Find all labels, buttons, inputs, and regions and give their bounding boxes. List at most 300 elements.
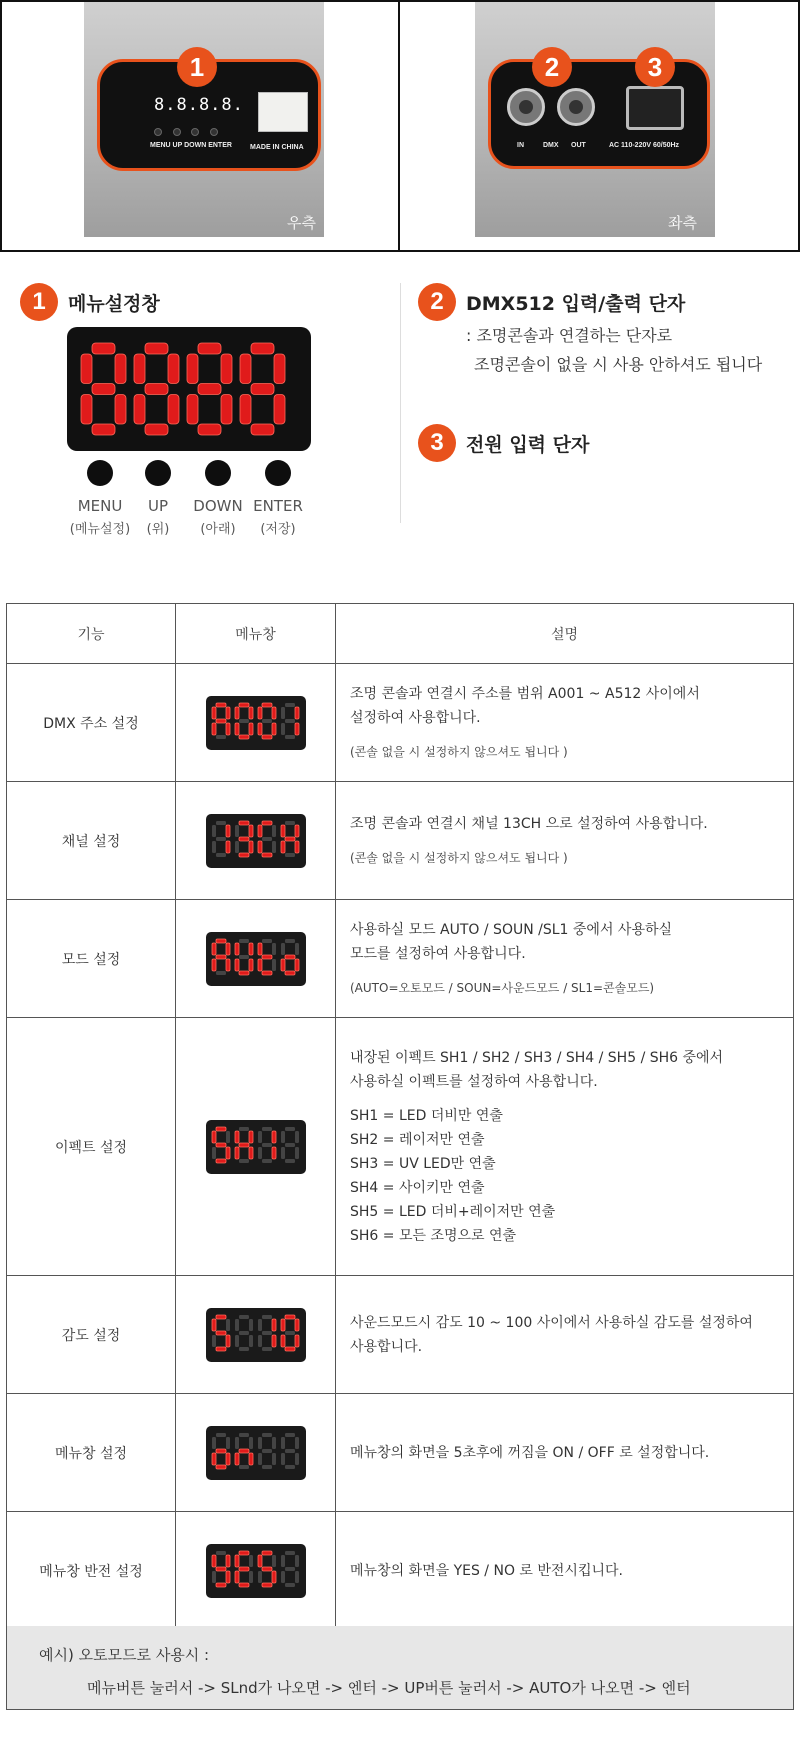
row-function: 감도 설정 (7, 1276, 176, 1394)
segment-on (295, 959, 299, 971)
row-description (336, 1512, 794, 1630)
segment-off (239, 1127, 249, 1131)
row-menu-display (176, 1394, 336, 1512)
section-1-badge: 1 (20, 283, 58, 321)
badge-3: 3 (635, 47, 675, 87)
segment-off (272, 1437, 276, 1449)
segment-on (92, 343, 115, 354)
segment-on (212, 1131, 216, 1143)
segment-on (295, 841, 299, 853)
segment-on (115, 395, 126, 425)
segment-on (239, 1551, 249, 1555)
segment-off (281, 1131, 285, 1143)
section-3-badge: 3 (418, 424, 456, 462)
segment-on (262, 1567, 272, 1571)
segment-off (235, 1319, 239, 1331)
mini-display (206, 1544, 306, 1598)
mini-display-digits (210, 937, 302, 977)
segment-on (81, 395, 92, 425)
segment-on (272, 707, 276, 719)
segment-on (216, 719, 226, 723)
segment-on (212, 707, 216, 719)
segment-on (198, 424, 221, 435)
panel-button-labels: MENU UP DOWN ENTER (150, 142, 232, 149)
segment-on (295, 707, 299, 719)
menu-function-table (6, 603, 794, 1630)
segment-on (281, 825, 285, 837)
spacer (350, 730, 793, 740)
segment-on (221, 354, 232, 384)
segment-off (285, 1159, 295, 1163)
segment-on (249, 825, 253, 837)
segment-on (285, 837, 295, 841)
segment-on (239, 971, 249, 975)
spacer (350, 836, 793, 846)
segment-off (285, 1449, 295, 1453)
section-2-title: DMX512 입력/출력 단자 (466, 293, 686, 315)
segment-on (249, 943, 253, 955)
mini-display (206, 1120, 306, 1174)
segment-on (239, 735, 249, 739)
segment-off (262, 1347, 272, 1351)
mini-display-digits (210, 701, 302, 741)
segment-off (262, 939, 272, 943)
segment-off (285, 1433, 295, 1437)
segment-on (212, 723, 216, 735)
segment-off (258, 1571, 262, 1583)
port-dmx-label: DMX (543, 142, 559, 149)
example-box (6, 1626, 794, 1710)
segment-on (226, 943, 230, 955)
segment-on (272, 723, 276, 735)
segment-on (226, 723, 230, 735)
segment-on (262, 853, 272, 857)
segment-on (212, 1319, 216, 1331)
segment-on (239, 1143, 249, 1147)
segment-off (226, 1319, 230, 1331)
segment-on (285, 971, 295, 975)
description-note: (AUTO=오토모드 / SOUN=사운드모드 / SL1=콘솔모드) (350, 980, 655, 995)
left-side-photo (400, 0, 800, 252)
row-menu-display (176, 1018, 336, 1276)
segment-on (240, 395, 251, 425)
segment-on (272, 1571, 276, 1583)
segment-on (212, 943, 216, 955)
segment-off (285, 1465, 295, 1469)
segment-on (226, 825, 230, 837)
mini-display-digits (210, 819, 302, 859)
segment-on (262, 703, 272, 707)
segment-on (262, 1583, 272, 1587)
segment-on (235, 1147, 239, 1159)
segment-off (285, 1143, 295, 1147)
segment-on (262, 971, 272, 975)
segment-on (272, 1131, 276, 1143)
segment-off (272, 825, 276, 837)
table-row (7, 900, 794, 1018)
description-line: 조명 콘솔과 연결시 주소를 범위 A001 ~ A512 사이에서 (350, 685, 700, 702)
segment-off (212, 841, 216, 853)
segment-on (221, 395, 232, 425)
segment-off (239, 939, 249, 943)
segment-on (251, 384, 274, 395)
segment-on (134, 354, 145, 384)
segment-on (239, 1449, 249, 1453)
divider (400, 283, 401, 523)
panel-button (210, 128, 218, 136)
segment-off (249, 1335, 253, 1347)
display-button-enter (265, 460, 291, 486)
segment-off (216, 971, 226, 975)
effect-item: SH1 = LED 더비만 연출 (350, 1107, 503, 1124)
segment-off (281, 1555, 285, 1567)
badge-1: 1 (177, 47, 217, 87)
segment-on (216, 1347, 226, 1351)
segment-on (198, 384, 221, 395)
description-line: 사용합니다. (350, 1338, 423, 1355)
segment-on (249, 707, 253, 719)
segment-off (258, 1131, 262, 1143)
section-1-title: 메뉴설정창 (68, 293, 160, 315)
table-row (7, 1512, 794, 1630)
badge-2: 2 (532, 47, 572, 87)
button-label: ENTER (253, 497, 303, 515)
segment-off (212, 1437, 216, 1449)
segment-on (212, 1453, 216, 1465)
description-line: 사용하실 모드 AUTO / SOUN /SL1 중에서 사용하실 (350, 921, 673, 938)
menu-display (67, 327, 311, 451)
row-description (336, 1018, 794, 1276)
description-line: 설정하여 사용합니다. (350, 709, 481, 726)
button-sublabel: (메뉴설정) (69, 522, 131, 537)
segment-on (216, 1315, 226, 1319)
segment-off (249, 1319, 253, 1331)
segment-on (239, 853, 249, 857)
row-description (336, 664, 794, 782)
segment-off (285, 735, 295, 739)
segment-on (226, 1453, 230, 1465)
segment-off (216, 853, 226, 857)
segment-off (295, 1131, 299, 1143)
segment-on (274, 395, 285, 425)
segment-on (145, 384, 168, 395)
display-button-menu (87, 460, 113, 486)
segment-on (251, 424, 274, 435)
segment-on (187, 354, 198, 384)
effect-item: SH6 = 모든 조명으로 연출 (350, 1227, 517, 1244)
segment-on (281, 841, 285, 853)
segment-on (216, 955, 226, 959)
segment-off (285, 719, 295, 723)
segment-off (272, 1453, 276, 1465)
mini-led-display: 8.8.8.8. (154, 95, 244, 115)
segment-off (281, 1571, 285, 1583)
section-3-title: 전원 입력 단자 (466, 434, 590, 456)
segment-on (239, 837, 249, 841)
segment-on (249, 1453, 253, 1465)
power-spec-label: AC 110-220V 60/50Hz (609, 142, 680, 149)
dmx-out-connector (557, 88, 595, 126)
segment-off (285, 1127, 295, 1131)
port-out-label: OUT (571, 142, 586, 149)
row-description (336, 782, 794, 900)
segment-off (285, 939, 295, 943)
segment-off (285, 1551, 295, 1555)
segment-off (249, 1555, 253, 1567)
menu-display-digits (67, 327, 311, 451)
panel-button (154, 128, 162, 136)
row-menu-display (176, 1276, 336, 1394)
row-function: DMX 주소 설정 (7, 664, 176, 782)
description-line: 메뉴창의 화면을 5초후에 꺼짐을 ON / OFF 로 설정합니다. (350, 1444, 710, 1461)
effect-item: SH5 = LED 더비+레이저만 연출 (350, 1203, 556, 1220)
row-function: 메뉴창 설정 (7, 1394, 176, 1512)
segment-off (295, 1437, 299, 1449)
segment-off (216, 837, 226, 841)
segment-on (226, 841, 230, 853)
segment-on (281, 1319, 285, 1331)
panel-button (173, 128, 181, 136)
description-line: 내장된 이펙트 SH1 / SH2 / SH3 / SH4 / SH5 / SH6 중에서 (350, 1049, 724, 1066)
row-function: 채널 설정 (7, 782, 176, 900)
segment-on (226, 1555, 230, 1567)
segment-off (226, 1437, 230, 1449)
segment-off (281, 1437, 285, 1449)
side-label-right: 우측 (287, 214, 316, 232)
segment-off (262, 1159, 272, 1163)
segment-on (249, 723, 253, 735)
segment-on (226, 1147, 230, 1159)
segment-on (258, 959, 262, 971)
segment-on (258, 723, 262, 735)
segment-on (281, 959, 285, 971)
segment-on (235, 1131, 239, 1143)
segment-on (258, 841, 262, 853)
segment-off (295, 1571, 299, 1583)
segment-on (295, 825, 299, 837)
segment-off (262, 719, 272, 723)
segment-off (262, 1433, 272, 1437)
segment-on (258, 1555, 262, 1567)
row-menu-display (176, 1512, 336, 1630)
description-line: 조명 콘솔과 연결시 채널 13CH 으로 설정하여 사용합니다. (350, 815, 708, 832)
segment-off (258, 1147, 262, 1159)
spacer (350, 966, 793, 976)
description-note: (콘솔 없을 시 설정하지 않으셔도 됩니다 ) (350, 744, 568, 759)
segment-on (226, 1335, 230, 1347)
segment-on (239, 1567, 249, 1571)
segment-on (240, 354, 251, 384)
mini-display (206, 1308, 306, 1362)
mini-display (206, 932, 306, 986)
segment-on (212, 959, 216, 971)
button-sublabel: (위) (146, 522, 170, 537)
segment-on (235, 707, 239, 719)
segment-off (212, 825, 216, 837)
segment-off (216, 1551, 226, 1555)
segment-off (239, 1465, 249, 1469)
segment-on (216, 1127, 226, 1131)
segment-off (262, 1143, 272, 1147)
segment-off (258, 1453, 262, 1465)
table-row (7, 782, 794, 900)
segment-off (285, 1583, 295, 1587)
segment-off (216, 821, 226, 825)
table-row (7, 1018, 794, 1276)
segment-on (226, 1571, 230, 1583)
table-row (7, 1276, 794, 1394)
table-header-row (7, 604, 794, 664)
segment-off (295, 1453, 299, 1465)
segment-on (235, 723, 239, 735)
segment-on (216, 1567, 226, 1571)
segment-on (249, 1131, 253, 1143)
segment-off (249, 1571, 253, 1583)
segment-on (198, 343, 221, 354)
segment-off (262, 837, 272, 841)
segment-on (274, 354, 285, 384)
segment-on (216, 1583, 226, 1587)
description-line: 사운드모드시 감도 10 ~ 100 사이에서 사용하실 감도를 설정하여 (350, 1314, 753, 1331)
segment-on (262, 1551, 272, 1555)
segment-off (272, 943, 276, 955)
segment-off (212, 1571, 216, 1583)
dmx-in-connector (507, 88, 545, 126)
connector-panel-plate (488, 59, 710, 169)
segment-off (212, 1335, 216, 1347)
segment-on (81, 354, 92, 384)
made-in-label: MADE IN CHINA (250, 144, 304, 151)
segment-on (134, 395, 145, 425)
button-sublabel: (아래) (200, 522, 236, 537)
segment-off (281, 1147, 285, 1159)
segment-on (285, 1347, 295, 1351)
segment-off (258, 1319, 262, 1331)
segment-on (216, 939, 226, 943)
power-inlet (626, 86, 684, 130)
segment-on (216, 1465, 226, 1469)
right-side-photo (0, 0, 400, 252)
segment-on (216, 1449, 226, 1453)
mini-display-digits (210, 1125, 302, 1165)
mini-display-digits (210, 1431, 302, 1471)
segment-off (262, 1331, 272, 1335)
segment-off (216, 735, 226, 739)
mini-display-digits (210, 1313, 302, 1353)
segment-on (272, 1147, 276, 1159)
segment-on (216, 1143, 226, 1147)
mini-display (206, 814, 306, 868)
segment-off (239, 719, 249, 723)
segment-on (295, 1319, 299, 1331)
segment-off (226, 1131, 230, 1143)
segment-off (258, 1335, 262, 1347)
button-label: UP (147, 497, 169, 515)
segment-on (285, 1315, 295, 1319)
segment-off (281, 707, 285, 719)
header-description: 설명 (336, 604, 794, 664)
row-description (336, 900, 794, 1018)
segment-off (212, 1147, 216, 1159)
segment-on (226, 707, 230, 719)
segment-off (262, 1449, 272, 1453)
section-2-desc-1: : 조명콘솔과 연결하는 단자로 (466, 326, 673, 345)
segment-on (235, 959, 239, 971)
mini-display-digits (210, 1549, 302, 1589)
segment-on (216, 1159, 226, 1163)
segment-on (258, 825, 262, 837)
segment-on (145, 343, 168, 354)
segment-on (258, 943, 262, 955)
segment-off (281, 723, 285, 735)
mini-display (206, 696, 306, 750)
segment-on (187, 395, 198, 425)
segment-off (239, 1159, 249, 1163)
description-line: 모드를 설정하여 사용합니다. (350, 945, 526, 962)
section-2-badge: 2 (418, 283, 456, 321)
segment-off (239, 1315, 249, 1319)
segment-off (239, 1433, 249, 1437)
segment-on (239, 1583, 249, 1587)
header-menu: 메뉴창 (176, 604, 336, 664)
segment-off (239, 1331, 249, 1335)
segment-off (295, 1555, 299, 1567)
segment-on (92, 384, 115, 395)
segment-on (168, 354, 179, 384)
row-function: 메뉴창 반전 설정 (7, 1512, 176, 1630)
segment-off (285, 821, 295, 825)
segment-off (281, 1453, 285, 1465)
mini-display (206, 1426, 306, 1480)
segment-on (216, 1331, 226, 1335)
segment-on (249, 841, 253, 853)
button-label: DOWN (193, 497, 243, 515)
segment-on (285, 955, 295, 959)
segment-off (262, 1465, 272, 1469)
example-line-2: 메뉴버튼 눌러서 -> SLnd가 나오면 -> 엔터 -> UP버튼 눌러서 -> AUTO가 나오면 -> 엔터 (87, 1679, 691, 1697)
segment-on (226, 959, 230, 971)
label-sticker (258, 92, 308, 132)
row-menu-display (176, 782, 336, 900)
display-button-up (145, 460, 171, 486)
segment-on (262, 955, 272, 959)
segment-on (216, 703, 226, 707)
segment-on (281, 1335, 285, 1347)
segment-off (239, 955, 249, 959)
table-row (7, 1394, 794, 1512)
segment-on (115, 354, 126, 384)
display-button-down (205, 460, 231, 486)
segment-off (239, 1347, 249, 1351)
segment-off (295, 1147, 299, 1159)
effect-item: SH2 = 레이저만 연출 (350, 1131, 485, 1148)
row-description (336, 1394, 794, 1512)
segment-off (262, 1127, 272, 1131)
example-line-1: 예시) 오토모드로 사용시 : (39, 1646, 210, 1664)
segment-on (235, 1555, 239, 1567)
segment-off (235, 1437, 239, 1449)
segment-on (295, 723, 299, 735)
segment-off (285, 703, 295, 707)
button-sublabel: (저장) (260, 522, 296, 537)
segment-on (262, 821, 272, 825)
row-function: 모드 설정 (7, 900, 176, 1018)
description-line: 사용하실 이펙트를 설정하여 사용합니다. (350, 1073, 598, 1090)
row-function: 이펙트 설정 (7, 1018, 176, 1276)
segment-on (239, 821, 249, 825)
segment-on (249, 959, 253, 971)
side-label-left: 좌측 (668, 214, 697, 232)
